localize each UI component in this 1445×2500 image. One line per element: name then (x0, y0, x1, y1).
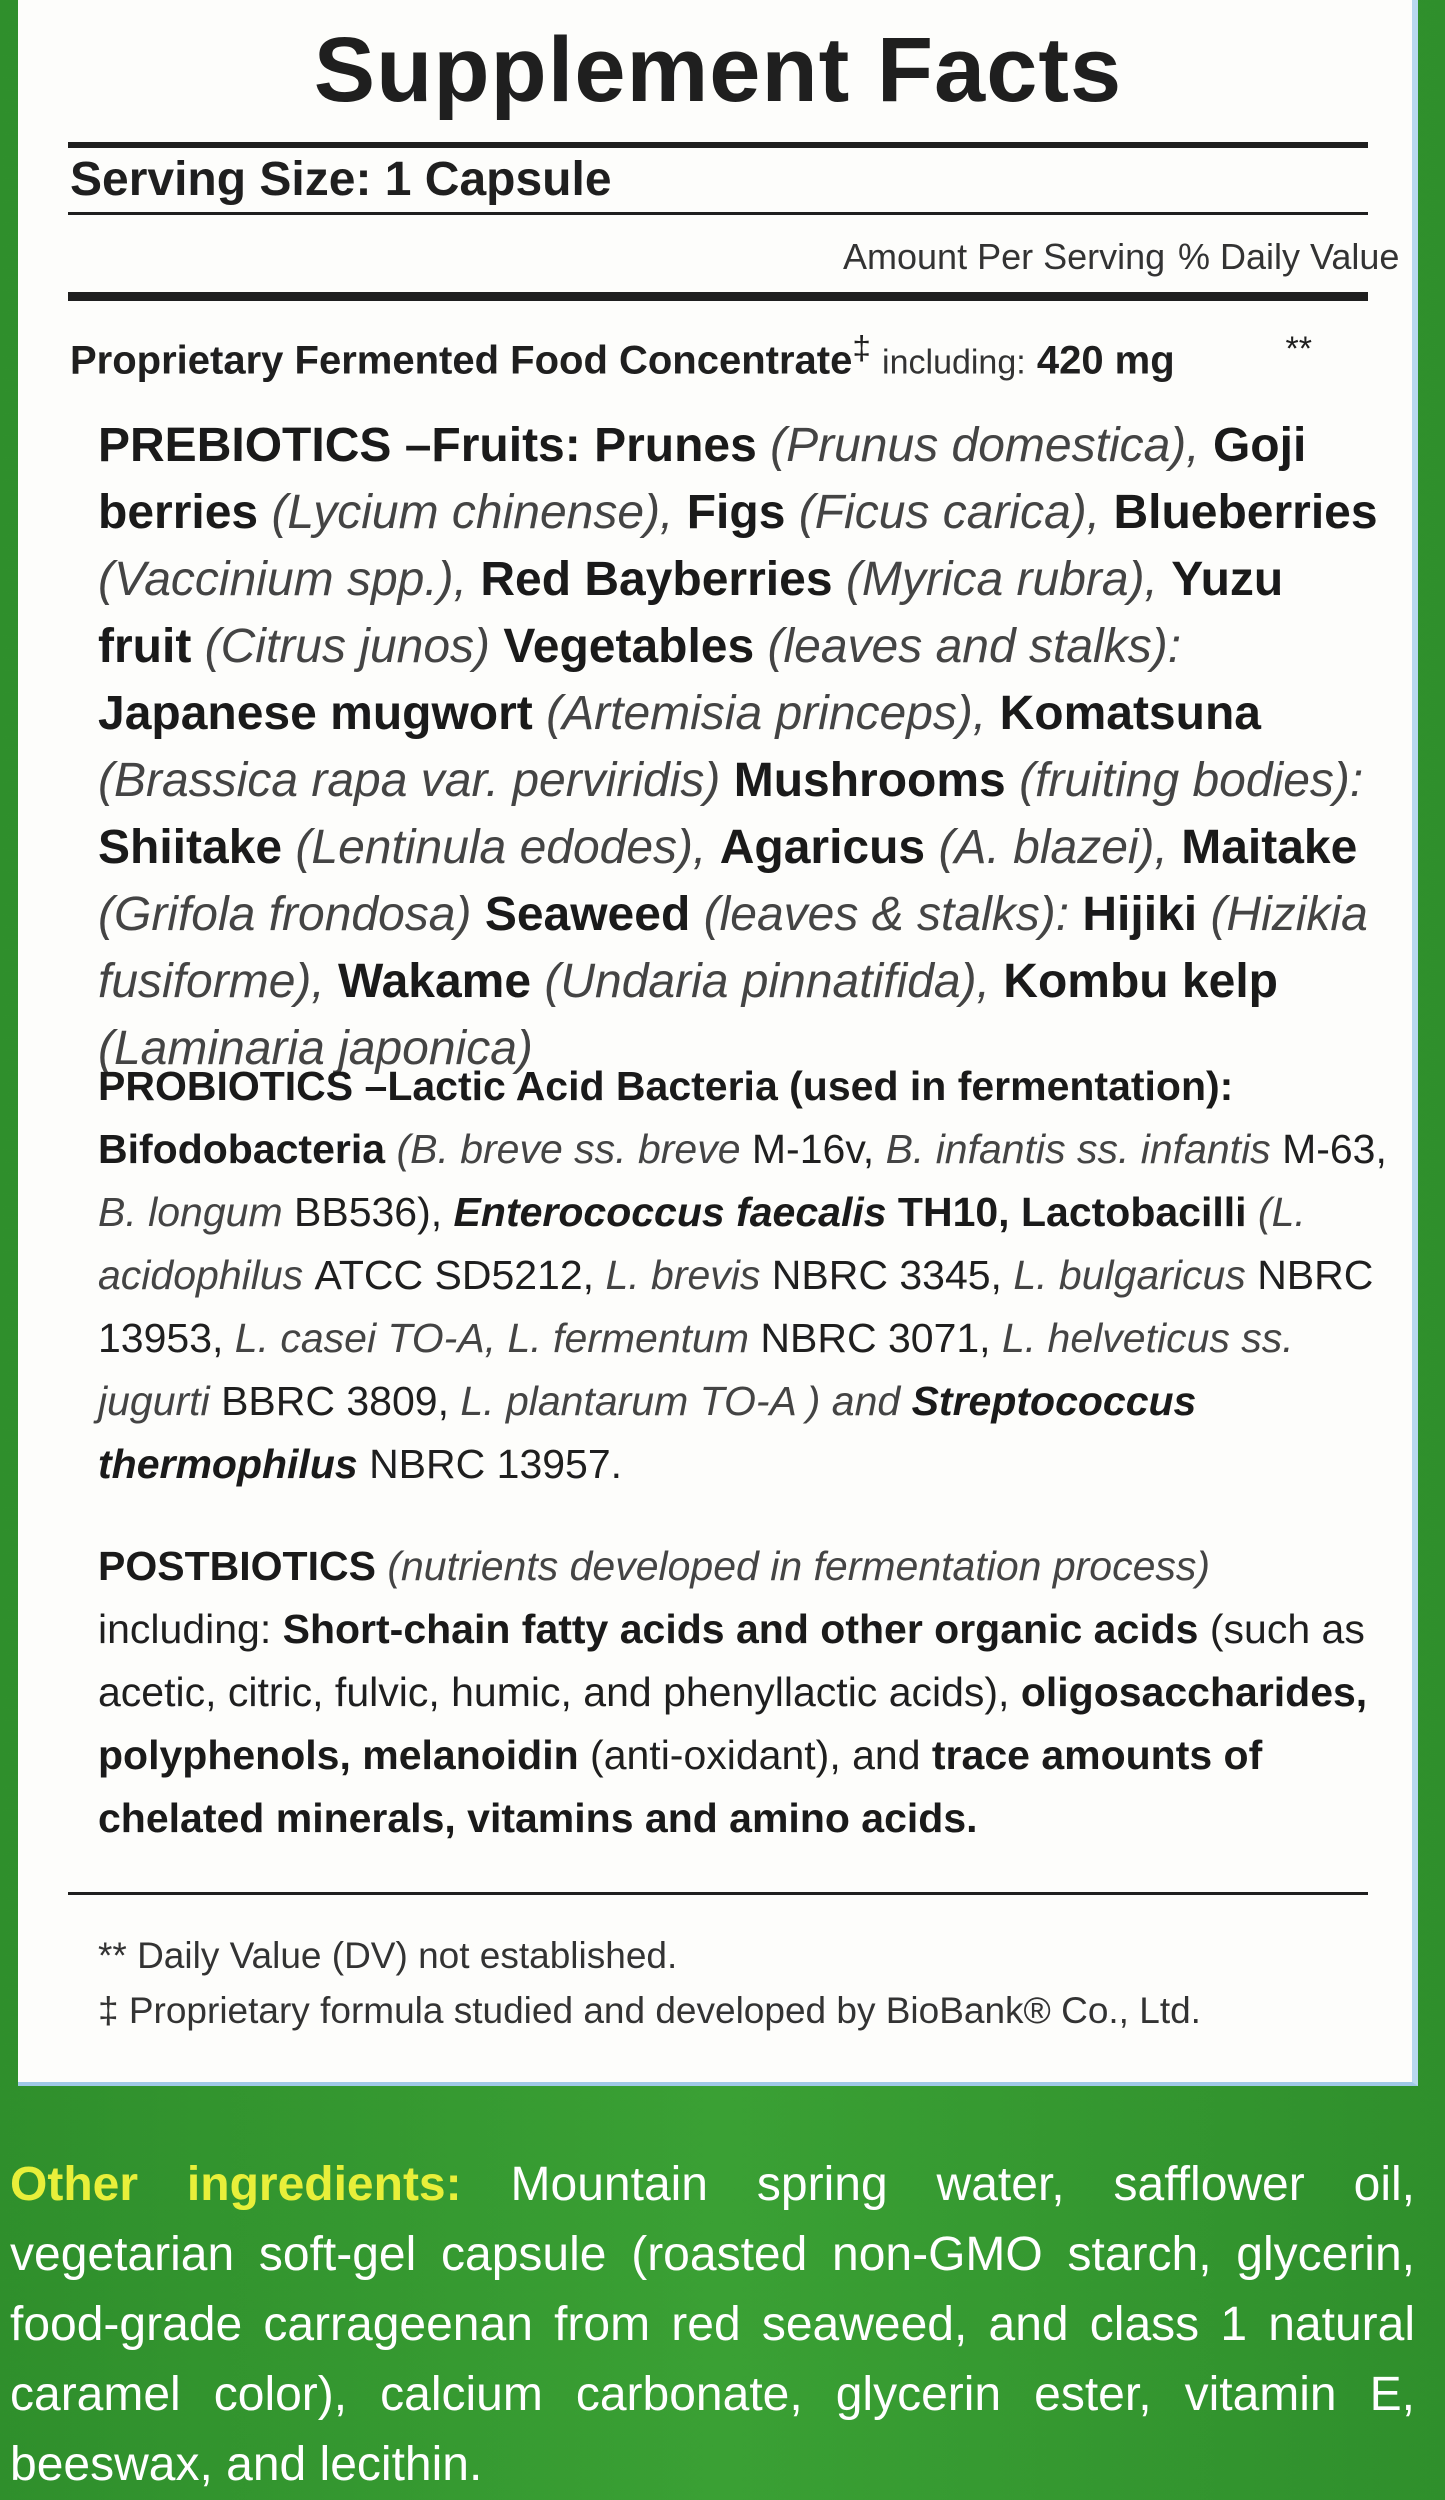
prebiotics-segment: (Lentinula edodes), (295, 821, 720, 874)
probiotics-segment: ATCC SD5212, (314, 1252, 606, 1298)
including-label: including: (882, 343, 1026, 382)
postbiotics-segment: POSTBIOTICS (98, 1543, 388, 1589)
prebiotics-segment: Agaricus (719, 821, 939, 874)
postbiotics-segment: including: (98, 1606, 283, 1652)
probiotics-segment: B. longum (98, 1189, 294, 1235)
prebiotics-segment: (Artemisia princeps), (546, 687, 1000, 740)
probiotics-segment: L. fermentum (507, 1315, 761, 1361)
proprietary-name: Proprietary Fermented Food Concentrate (70, 338, 853, 383)
probiotics-segment: Streptococcus thermophilus (98, 1378, 1197, 1487)
dagger-footnote: ‡ Proprietary formula studied and developed by BioBank® Co., Ltd. (98, 1990, 1201, 2031)
prebiotics-segment: Mushrooms (733, 754, 1020, 807)
postbiotics-segment: trace amounts of chelated minerals, vitamins and amino acids. (98, 1732, 1263, 1841)
prebiotics-segment: (fruiting bodies): (1019, 754, 1364, 807)
prebiotics-segment: (Myrica rubra), (845, 553, 1172, 606)
other-ingredients-text: Mountain spring water, safflower oil, vegetarian soft-gel capsule (roasted non-GMO starch, glycerin, food-grade carrageenan from red seaweed, and class 1 natural caramel color), calcium carbonate, glycerin ester, vitamin E, beeswax, and lecithin. (10, 2158, 1416, 2491)
probiotics-segment: (B. breve ss. breve (396, 1126, 752, 1172)
postbiotics-segment: Short-chain fatty acids and other organic acids (282, 1606, 1210, 1652)
prebiotics-segment: (Brassica rapa var. perviridis) (98, 754, 734, 807)
prebiotics-segment: Komatsuna (999, 687, 1261, 740)
prebiotics-segment: Yuzu fruit (98, 553, 1284, 673)
footnote-rule (68, 1892, 1368, 1895)
prebiotics-segment: Prunes (594, 419, 771, 472)
probiotics-segment: –Lactic Acid Bacteria (used in fermentation): (353, 1063, 1234, 1109)
prebiotics-segment: Hijiki (1082, 888, 1211, 941)
postbiotics-segment: (nutrients developed in fermentation process) (387, 1543, 1211, 1589)
probiotics-section (98, 1055, 1388, 1496)
probiotics-segment: (L. acidophilus (98, 1189, 1306, 1298)
prebiotics-section (98, 412, 1388, 1082)
probiotics-segment: NBRC 13957. (369, 1441, 623, 1487)
title-rule (68, 142, 1368, 148)
proprietary-dv: ** (1285, 330, 1312, 368)
prebiotics-segment: Japanese mugwort (98, 687, 547, 740)
probiotics-segment: NBRC 3071, (760, 1315, 1002, 1361)
prebiotics-segment: Vegetables (503, 620, 768, 673)
serving-size: Serving Size: 1 Capsule (70, 153, 612, 206)
proprietary-amount: 420 mg (1036, 338, 1175, 383)
prebiotics-segment: Kombu kelp (1003, 955, 1278, 1008)
probiotics-segment: M-63, (1282, 1126, 1387, 1172)
prebiotics-segment: (Laminaria japonica) (98, 1022, 533, 1075)
probiotics-segment: B. infantis ss. infantis (885, 1126, 1283, 1172)
postbiotics-segment: (anti-oxidant), and (590, 1732, 932, 1778)
prebiotics-segment: (Prunus domestica), (770, 419, 1213, 472)
serving-rule (68, 212, 1368, 215)
probiotics-segment: L. brevis (605, 1252, 772, 1298)
prebiotics-segment: –Fruits: (391, 419, 595, 472)
probiotics-segment: NBRC 3345, (771, 1252, 1014, 1298)
prebiotics-segment: Figs (686, 486, 799, 539)
probiotics-segment: Bifodobacteria (98, 1126, 397, 1172)
other-ingredients-label: Other ingredients: (10, 2158, 462, 2211)
supplement-facts-panel (18, 0, 1418, 2086)
prebiotics-segment: Red Bayberries (480, 553, 846, 606)
probiotics-segment: Enterococcus faecalis (453, 1189, 898, 1235)
probiotics-segment: TH10, (897, 1189, 1021, 1235)
prebiotics-segment: (Lycium chinense), (271, 486, 687, 539)
probiotics-segment: PROBIOTICS (98, 1063, 354, 1109)
header-rule (68, 292, 1368, 301)
prebiotics-segment: (Ficus carica), (798, 486, 1114, 539)
probiotics-segment: M-16v, (751, 1126, 886, 1172)
proprietary-row (70, 330, 1370, 383)
prebiotics-segment: (Undaria pinnatifida), (544, 955, 1004, 1008)
prebiotics-segment: Blueberries (1113, 486, 1378, 539)
probiotics-segment: L. casei TO-A, (234, 1315, 508, 1361)
probiotics-segment: L. plantarum TO-A ) and (460, 1378, 912, 1424)
probiotics-segment: Lactobacilli (1020, 1189, 1258, 1235)
probiotics-segment: NBRC 13953, (98, 1252, 1374, 1361)
prebiotics-segment: Maitake (1181, 821, 1358, 874)
prebiotics-segment: (leaves & stalks): (703, 888, 1083, 941)
dv-footnote: ** Daily Value (DV) not established. (98, 1935, 678, 1976)
prebiotics-segment: (A. blazei), (938, 821, 1182, 874)
prebiotics-segment: Wakame (338, 955, 545, 1008)
dagger-mark: ‡ (852, 330, 871, 367)
probiotics-segment: BB536), (294, 1189, 454, 1235)
panel-title: Supplement Facts (313, 19, 1123, 121)
postbiotics-section (98, 1535, 1388, 1850)
other-ingredients (10, 2150, 1415, 2500)
postbiotics-segment: (such as acetic, citric, fulvic, humic, and phenyllactic acids), (98, 1606, 1365, 1715)
probiotics-segment: L. bulgaricus (1013, 1252, 1258, 1298)
probiotics-segment: BBRC 3809, (221, 1378, 461, 1424)
probiotics-segment: L. helveticus ss. jugurti (98, 1315, 1294, 1424)
prebiotics-segment: (Vaccinium spp.), (98, 553, 481, 606)
prebiotics-segment: (Hizikia fusiforme), (98, 888, 1368, 1008)
postbiotics-segment: oligosaccharides, polyphenols, melanoidin (98, 1669, 1368, 1778)
prebiotics-segment: (Citrus junos) (204, 620, 504, 673)
prebiotics-segment: Goji berries (98, 419, 1307, 539)
prebiotics-segment: (leaves and stalks): (767, 620, 1182, 673)
prebiotics-segment: PREBIOTICS (98, 419, 392, 472)
prebiotics-segment: Shiitake (98, 821, 296, 874)
amount-per-serving-header: Amount Per Serving (843, 236, 1166, 277)
daily-value-header: % Daily Value (1178, 236, 1400, 277)
prebiotics-segment: Seaweed (484, 888, 704, 941)
prebiotics-segment: (Grifola frondosa) (98, 888, 485, 941)
